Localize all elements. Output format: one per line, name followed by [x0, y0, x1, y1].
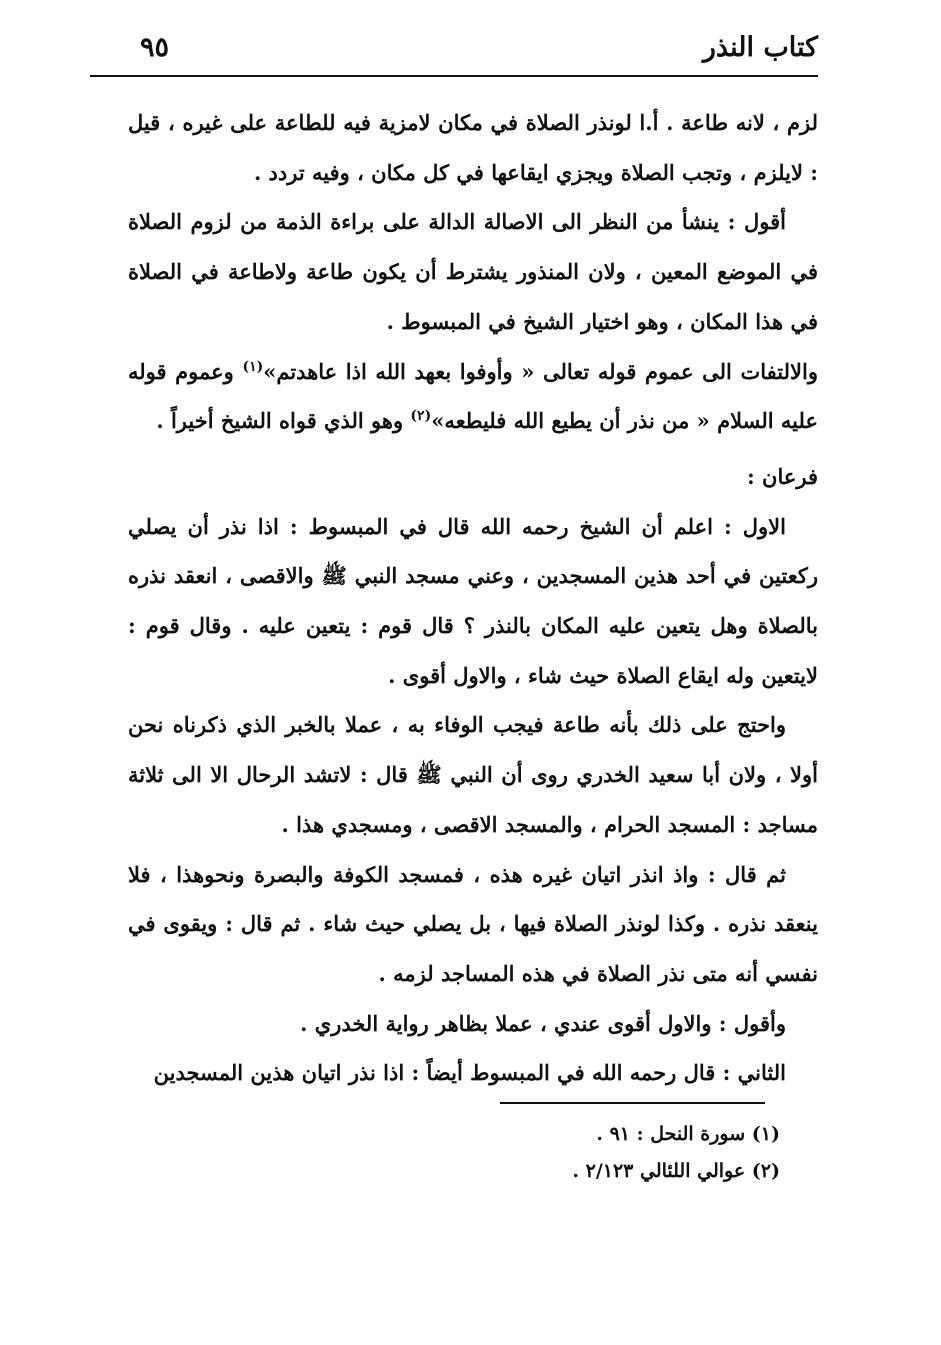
paragraph: أقول : ينشأ من النظر الى الاصالة الدالة على براءة الذمة من لزوم الصلاة في الموضع المعين ، ولان المنذور يشترط أن يكون طاعة ولاطاعة في الصلاة في هذا المكان ، وهو اختيار الشيخ في المبسوط . [128, 209, 818, 334]
paragraph: الاول : اعلم أن الشيخ رحمه الله قال في المبسوط : اذا نذر أن يصلي ركعتين في أحد هذين المسجدين ، وعني مسجد النبي ﷺ والاقصى ، انعقد نذره بالصلاة وهل يتعين عليه المكان بالنذر ؟ قال قوم : يتعين عليه . وقال قوم : لايتعين وله ايقاع الصلاة حيث شاء ، والاول أقوى . [128, 513, 818, 688]
section-heading: فرعان : [746, 463, 818, 489]
text-run: والالتفات الى عموم قوله تعالى « وأوفوا بعهد الله اذا عاهدتم» [263, 358, 818, 384]
footnotes [300, 1116, 780, 1190]
footnote-divider [500, 1102, 765, 1104]
footnote-ref-2: (٢) [410, 408, 432, 425]
footnote-1: (١) سورة النحل : ٩١ . [596, 1123, 780, 1145]
main-text [128, 98, 818, 1098]
running-title: كتاب النذر [702, 32, 818, 63]
paragraph-with-notes [128, 347, 818, 446]
footnote-ref-1: (١) [242, 358, 264, 375]
paragraph: لزم ، لانه طاعة . أ.ا لونذر الصلاة في مكان لامزية فيه للطاعة على غيره ، قيل : لايلزم ، وتجب الصلاة ويجزي ايقاعها في كل مكان ، وفيه تردد . [128, 110, 818, 185]
paragraph: واحتج على ذلك بأنه طاعة فيجب الوفاء به ، عملا بالخبر الذي ذكرناه نحن أولا ، ولان أبا سعيد الخدري روى أن النبي ﷺ قال : لاتشد الرحال الا الى ثلاثة مساجد : المسجد الحرام ، والمسجد الاقصى ، ومسجدي هذا . [128, 712, 818, 837]
header-divider [90, 75, 818, 77]
paragraph: الثاني : قال رحمه الله في المبسوط أيضاً : اذا نذر اتيان هذين المسجدين [153, 1060, 786, 1086]
paragraph: وأقول : والاول أقوى عندي ، عملا بظاهر رواية الخدري . [300, 1010, 786, 1036]
page-number: ٩٥ [140, 32, 170, 63]
page-header [128, 26, 818, 70]
text-run: وهو الذي قواه الشيخ أخيراً . [156, 408, 411, 434]
text-run: وعموم قوله عليه السلام « من نذر أن يطيع الله فليطعه» [128, 358, 818, 434]
footnote-2: (٢) عوالي اللئالي ٢/١٢٣ . [572, 1160, 780, 1182]
paragraph: ثم قال : واذ انذر اتيان غيره هذه ، فمسجد الكوفة والبصرة ونحوهذا ، فلا ينعقد نذره . وكذا لونذر الصلاة فيها ، بل يصلي حيث شاء . ثم قال : ويقوى في نفسي أنه متى نذر الصلاة في هذه المساجد لزمه . [128, 861, 818, 986]
